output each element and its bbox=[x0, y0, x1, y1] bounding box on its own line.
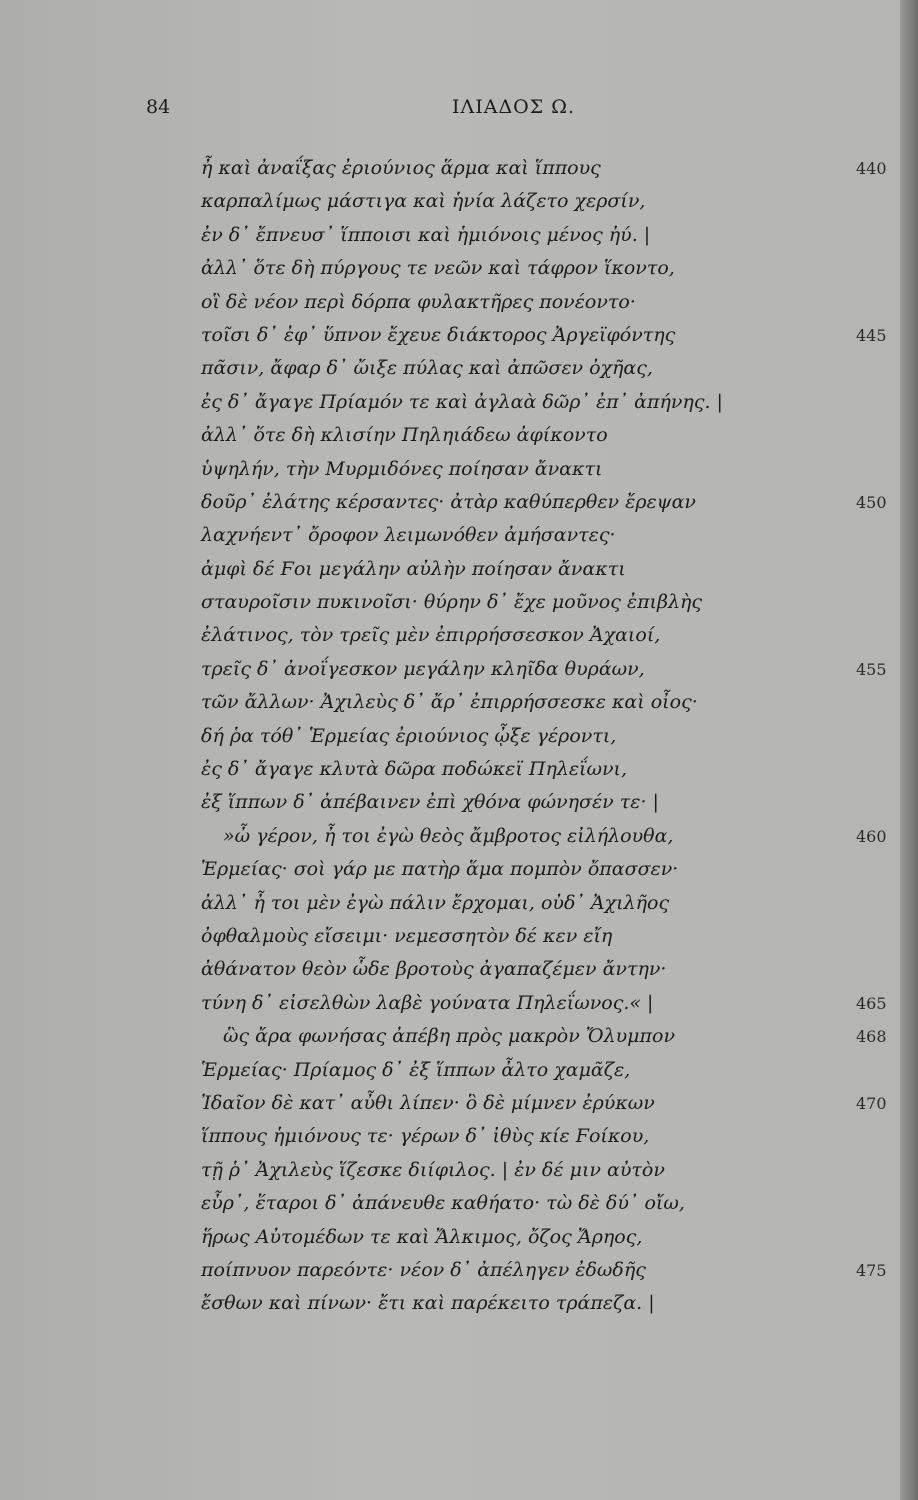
verse-line bbox=[201, 486, 891, 519]
verse-line bbox=[201, 786, 891, 819]
line-number: 460 bbox=[856, 826, 887, 846]
running-head: ΙΛΙΑΔΟΣ Ω. bbox=[452, 96, 576, 118]
line-number: 468 bbox=[856, 1027, 887, 1047]
verse-line bbox=[201, 1020, 891, 1053]
verse-line-text: ἐς δ᾽ ἄγαγε κλυτὰ δῶρα ποδώκεϊ Πηλεΐωνι, bbox=[201, 758, 628, 781]
line-number: 475 bbox=[856, 1260, 887, 1280]
verse-line-text: ἔσθων καὶ πίνων· ἔτι καὶ παρέκειτο τράπεζα. | bbox=[201, 1292, 655, 1315]
line-number: 450 bbox=[856, 492, 887, 512]
verse-line bbox=[201, 219, 891, 252]
page-number: 84 bbox=[146, 96, 171, 118]
verse-line bbox=[201, 352, 891, 385]
book-spine-edge bbox=[900, 0, 918, 1500]
verse-line-text: ἀλλ᾽ ἦ τοι μὲν ἐγὼ πάλιν ἔρχομαι, οὐδ᾽ Ἀχιλῆος bbox=[201, 891, 670, 914]
verse-text-block bbox=[201, 152, 891, 1321]
verse-line-text: ἐλάτινος, τὸν τρεῖς μὲν ἐπιρρήσσεσκον Ἀχαιοί, bbox=[201, 624, 661, 647]
verse-line-text: τῇ ῥ᾽ Ἀχιλεὺς ἵζεσκε διίφιλος. | ἐν δέ μιν αὐτὸν bbox=[201, 1158, 665, 1181]
line-number: 465 bbox=[856, 993, 887, 1013]
verse-line bbox=[201, 1154, 891, 1187]
line-number: 445 bbox=[856, 325, 887, 345]
verse-line bbox=[201, 553, 891, 586]
verse-line bbox=[201, 586, 891, 619]
verse-line-text: Ἰδαῖον δὲ κατ᾽ αὖθι λίπεν· ὃ δὲ μίμνεν ἐρύκων bbox=[201, 1091, 655, 1114]
verse-line-text: ἀλλ᾽ ὅτε δὴ κλισίην Πηληιάδεω ἀφίκοντο bbox=[201, 424, 608, 447]
verse-line bbox=[201, 286, 891, 319]
verse-line bbox=[201, 1054, 891, 1087]
line-number: 440 bbox=[856, 159, 887, 178]
verse-line-text: ἐξ ἵππων δ᾽ ἀπέβαινεν ἐπὶ χθόνα φώνησέν τε· | bbox=[201, 791, 659, 814]
verse-line bbox=[201, 820, 891, 853]
verse-line bbox=[201, 686, 891, 719]
verse-line-text: τοῖσι δ᾽ ἐφ᾽ ὕπνον ἔχευε διάκτορος Ἀργεϊφόντης bbox=[201, 323, 676, 346]
verse-line bbox=[201, 386, 891, 419]
verse-line-text: τρεῖς δ᾽ ἀνοΐγεσκον μεγάλην κληῖδα θυράων, bbox=[201, 657, 645, 680]
verse-line-text: δοῦρ᾽ ἐλάτης κέρσαντες· ἀτὰρ καθύπερθεν ἔρεψαν bbox=[201, 490, 696, 513]
verse-line bbox=[201, 252, 891, 285]
verse-line-text: καρπαλίμως μάστιγα καὶ ἡνία λάζετο χερσίν, bbox=[201, 190, 646, 213]
verse-line-text: εὗρ᾽, ἕταροι δ᾽ ἀπάνευθε καθήατο· τὼ δὲ δύ᾽ οἴω, bbox=[201, 1192, 685, 1215]
verse-line-text: ὀφθαλμοὺς εἴσειμι· νεμεσσητὸν δέ κεν εἴη bbox=[201, 924, 613, 947]
verse-line bbox=[201, 185, 891, 218]
verse-line bbox=[201, 753, 891, 786]
verse-line bbox=[201, 419, 891, 452]
verse-line-text: ἥρως Αὐτομέδων τε καὶ Ἄλκιμος, ὄζος Ἄρηος, bbox=[201, 1225, 643, 1248]
verse-line-text: ἵππους ἡμιόνους τε· γέρων δ᾽ ἰθὺς κίε Ϝοίκου, bbox=[201, 1125, 650, 1148]
verse-line-text: ἦ καὶ ἀναΐξας ἐριούνιος ἅρμα καὶ ἵππους bbox=[201, 157, 601, 179]
page-header bbox=[0, 96, 900, 126]
verse-line bbox=[201, 519, 891, 552]
verse-line bbox=[201, 152, 891, 185]
verse-line bbox=[201, 453, 891, 486]
verse-line bbox=[201, 1221, 891, 1254]
verse-line-text: ἀλλ᾽ ὅτε δὴ πύργους τε νεῶν καὶ τάφρον ἵκοντο, bbox=[201, 257, 675, 280]
verse-line bbox=[201, 987, 891, 1020]
verse-line bbox=[201, 1254, 891, 1287]
verse-line-text: λαχνήεντ᾽ ὄροφον λειμωνόθεν ἀμήσαντες· bbox=[201, 524, 616, 547]
verse-line-text: δή ῥα τόθ᾽ Ἑρμείας ἐριούνιος ᾦξε γέροντι, bbox=[201, 724, 617, 747]
line-number: 455 bbox=[856, 659, 887, 679]
verse-line bbox=[201, 1120, 891, 1153]
verse-line-text: τύνη δ᾽ εἰσελθὼν λαβὲ γούνατα Πηλεΐωνος.« | bbox=[201, 991, 654, 1014]
verse-line bbox=[201, 853, 891, 886]
verse-line bbox=[201, 619, 891, 652]
verse-line-text: ὣς ἄρα φωνήσας ἀπέβη πρὸς μακρὸν Ὄλυμπον bbox=[223, 1025, 676, 1048]
verse-line-text: Ἑρμείας· σοὶ γάρ με πατὴρ ἅμα πομπὸν ὄπασσεν· bbox=[201, 858, 679, 881]
verse-line bbox=[201, 653, 891, 686]
verse-line bbox=[201, 953, 891, 986]
verse-line bbox=[201, 1087, 891, 1120]
verse-line-text: πᾶσιν, ἄφαρ δ᾽ ὤιξε πύλας καὶ ἀπῶσεν ὀχῆας, bbox=[201, 357, 653, 380]
verse-line bbox=[201, 1287, 891, 1320]
verse-line bbox=[201, 319, 891, 352]
verse-line-text: ἀμφὶ δέ Ϝοι μεγάλην αὐλὴν ποίησαν ἄνακτι bbox=[201, 557, 626, 580]
verse-line-text: ἐν δ᾽ ἔπνευσ᾽ ἵπποισι καὶ ἡμιόνοις μένος ἠύ. | bbox=[201, 223, 651, 246]
verse-line-text: ποίπνυον παρεόντε· νέον δ᾽ ἀπέληγεν ἐδωδῆς bbox=[201, 1258, 646, 1281]
verse-line bbox=[201, 720, 891, 753]
verse-line bbox=[201, 887, 891, 920]
verse-line bbox=[201, 920, 891, 953]
verse-line-text: τῶν ἄλλων· Ἀχιλεὺς δ᾽ ἄρ᾽ ἐπιρρήσσεσκε καὶ οἶος· bbox=[201, 691, 698, 714]
verse-line-text: ἐς δ᾽ ἄγαγε Πρίαμόν τε καὶ ἀγλαὰ δῶρ᾽ ἐπ᾽ ἀπήνης. | bbox=[201, 390, 723, 413]
verse-line-text: οἳ δὲ νέον περὶ δόρπα φυλακτῆρες πονέοντο· bbox=[201, 290, 636, 313]
verse-line-text: »ὦ γέρον, ἦ τοι ἐγὼ θεὸς ἄμβροτος εἰλήλουθα, bbox=[223, 824, 674, 847]
verse-line-text: σταυροῖσιν πυκινοῖσι· θύρην δ᾽ ἔχε μοῦνος ἐπιβλὴς bbox=[201, 591, 703, 614]
verse-line-text: Ἑρμείας· Πρίαμος δ᾽ ἐξ ἵππων ἆλτο χαμᾶζε, bbox=[201, 1058, 631, 1081]
verse-line-text: ὑψηλήν, τὴν Μυρμιδόνες ποίησαν ἄνακτι bbox=[201, 457, 603, 480]
verse-line-text: ἀθάνατον θεὸν ὧδε βροτοὺς ἀγαπαζέμεν ἄντην· bbox=[201, 958, 667, 981]
line-number: 470 bbox=[856, 1093, 887, 1113]
verse-line bbox=[201, 1187, 891, 1220]
